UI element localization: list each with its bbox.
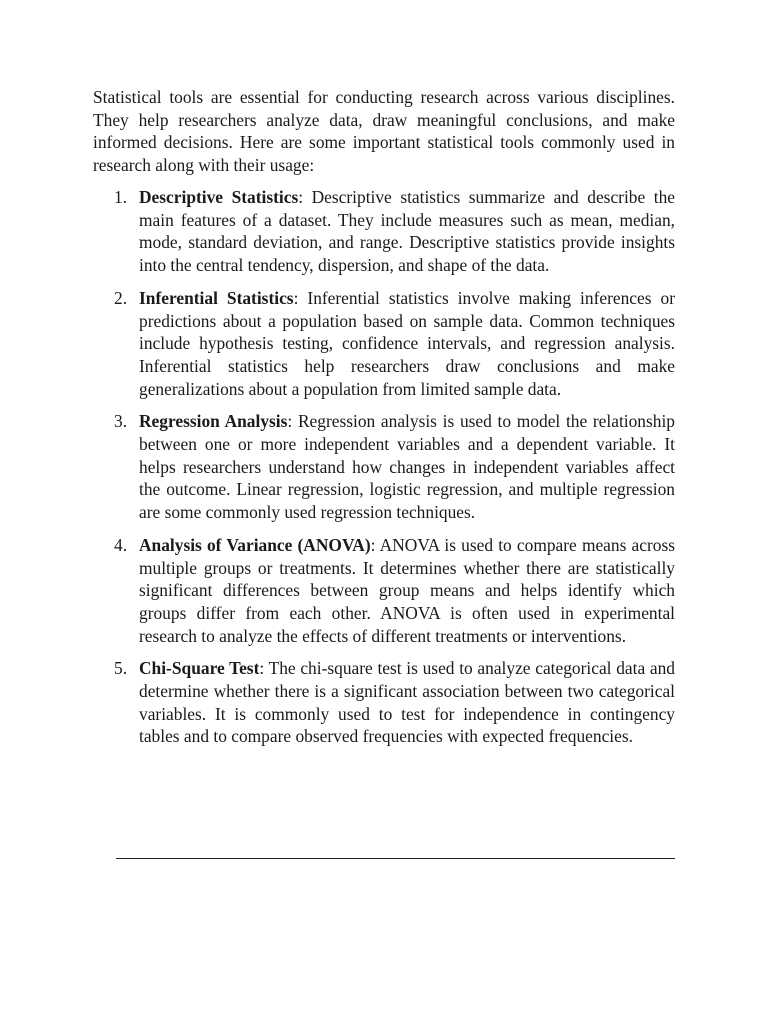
list-item-description: : The chi-square test is used to analyze categorical data and determine whether there is a significant association between two categorical variables. It is commonly used to test for independence in contingency tables and to compare observed frequencies with expected frequencies. [139,658,675,747]
list-item-number: 5. [114,658,128,679]
list-item-anova [93,534,675,648]
list-item-inferential-statistics [93,287,675,401]
list-item-chi-square-test [93,657,675,748]
intro-paragraph: Statistical tools are essential for conducting research across various disciplines. They help researchers analyze data, draw meaningful conclusions, and make informed decisions. Here are some important statistical tools commonly used in research along with their usage: [93,87,675,176]
list-item-description: : Regression analysis is used to model the relationship between one or more independent variables and a dependent variable. It helps researchers understand how changes in independent variables affect the outcome. Linear regression, logistic regression, and multiple regression are some commonly used regression techniques. [139,411,675,523]
list-item-description: : Descriptive statistics summarize and describe the main features of a dataset. They include measures such as mean, median, mode, standard deviation, and range. Descriptive statistics provide insights into the central tendency, dispersion, and shape of the data. [139,187,675,276]
list-item-descriptive-statistics [93,186,675,277]
statistical-tools-list [93,186,675,758]
list-item-regression-analysis [93,410,675,524]
list-item-number: 1. [114,187,128,207]
list-item-number: 3. [114,411,128,432]
list-item-term: Regression Analysis [139,411,288,432]
list-item-term: Inferential Statistics [139,287,294,308]
list-item-number: 4. [114,534,128,555]
list-item-term: Descriptive Statistics [139,187,299,207]
list-item-term: Analysis of Variance (ANOVA) [139,534,371,555]
list-item-description: : ANOVA is used to compare means across multiple groups or treatments. It determines whether there are statistically significant differences between group means and helps identify which groups differ from each other. ANOVA is often used in experimental research to analyze the effects of different treatments or interventions. [139,534,675,646]
bottom-divider [116,858,675,859]
list-item-term: Chi-Square Test [139,658,260,679]
list-item-description: : Inferential statistics involve making inferences or predictions about a population based on sample data. Common techniques include hypothesis testing, confidence intervals, and regression analysis. Inferential statistics help researchers draw conclusions and make generalizations about a population from limited sample data. [139,287,675,399]
list-item-number: 2. [114,287,128,308]
